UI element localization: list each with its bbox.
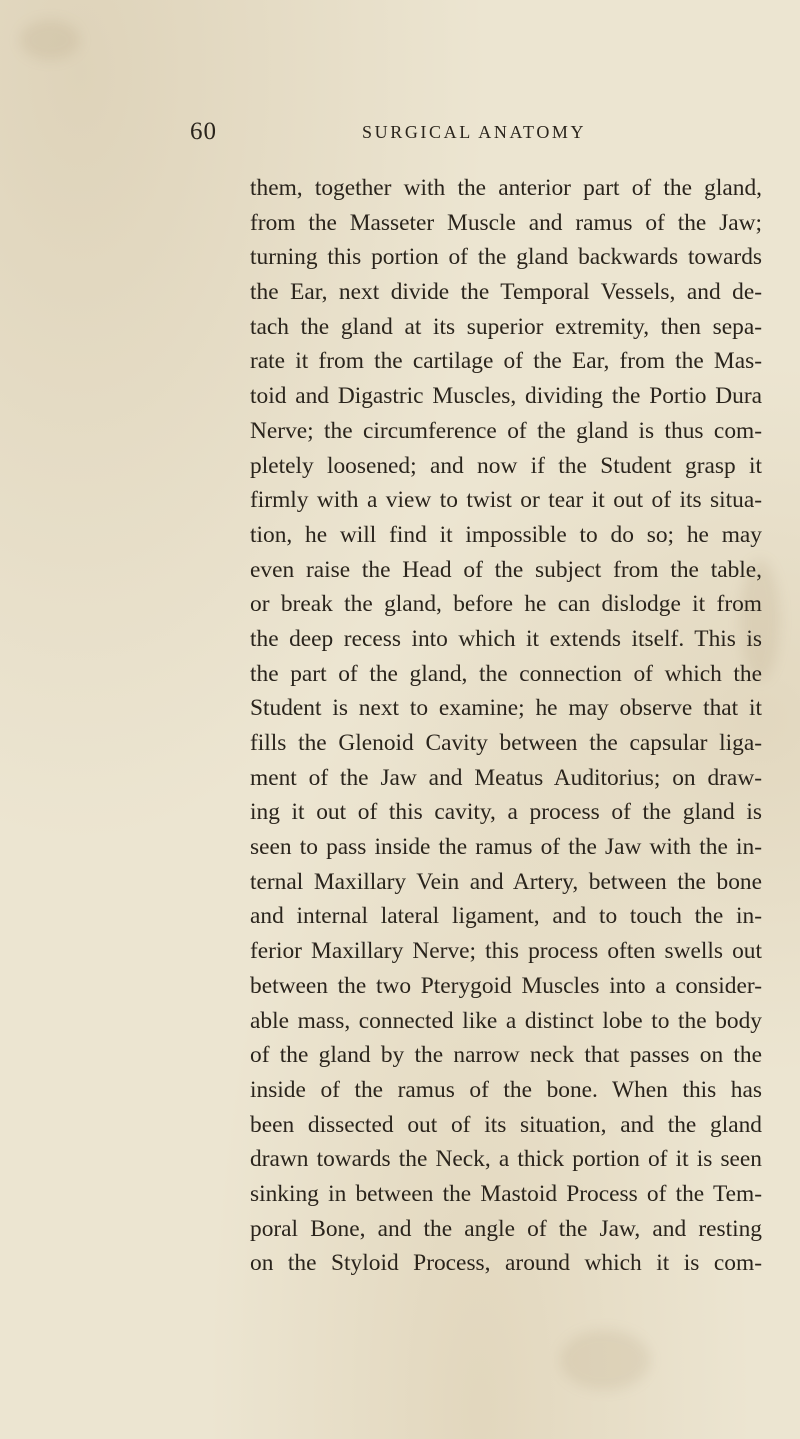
running-head: SURGICAL ANATOMY <box>362 122 587 142</box>
text-line: them, together with the anterior part of the gland, <box>250 175 762 201</box>
text-line: been dissected out of its situation, and the gland <box>250 1111 762 1138</box>
text-line: or break the gland, before he can dislodge it from <box>250 591 762 618</box>
text-line: Student is next to examine; he may observe that it <box>250 695 762 722</box>
text-line: sinking in between the Mastoid Process of the Tem- <box>250 1180 762 1207</box>
text-line: the part of the gland, the connection of which the <box>250 660 762 687</box>
text-line: inside of the ramus of the bone. When this has <box>250 1076 762 1103</box>
text-line: tach the gland at its superior extremity, then sepa- <box>250 313 762 340</box>
text-line: of the gland by the narrow neck that passes on the <box>250 1042 762 1069</box>
text-line: between the two Pterygoid Muscles into a consider- <box>250 972 762 999</box>
text-line: rate it from the cartilage of the Ear, from the Mas- <box>250 348 762 375</box>
text-line: poral Bone, and the angle of the Jaw, and resting <box>250 1215 762 1242</box>
page-number: 60 <box>190 118 217 145</box>
text-line: ment of the Jaw and Meatus Auditorius; on draw- <box>250 764 762 791</box>
text-line: and internal lateral ligament, and to touch the in- <box>250 903 762 930</box>
text-line: even raise the Head of the subject from the table, <box>250 556 762 583</box>
text-line: on the Styloid Process, around which it is com- <box>250 1250 762 1277</box>
paper-stain <box>560 1330 650 1390</box>
text-line: Nerve; the circumference of the gland is thus com- <box>250 417 762 444</box>
text-line: able mass, connected like a distinct lobe to the body <box>250 1007 762 1034</box>
text-line: seen to pass inside the ramus of the Jaw with the in- <box>250 834 762 861</box>
text-line: from the Masseter Muscle and ramus of the Jaw; <box>250 209 762 236</box>
body-text <box>250 171 762 1281</box>
text-line: ing it out of this cavity, a process of the gland is <box>250 799 762 826</box>
text-line: ferior Maxillary Nerve; this process often swells out <box>250 938 762 965</box>
text-line: toid and Digastric Muscles, dividing the Portio Dura <box>250 383 762 410</box>
text-line: fills the Glenoid Cavity between the capsular liga- <box>250 730 762 756</box>
paper-stain <box>20 20 80 60</box>
text-line: ternal Maxillary Vein and Artery, between the bone <box>250 868 762 895</box>
text-line: pletely loosened; and now if the Student grasp it <box>250 452 762 479</box>
text-line: the deep recess into which it extends itself. This is <box>250 625 762 652</box>
page-header <box>190 118 750 158</box>
text-line: firmly with a view to twist or tear it out of its situa- <box>250 487 762 514</box>
text-line: tion, he will find it impossible to do so; he may <box>250 521 762 548</box>
text-line: drawn towards the Neck, a thick portion of it is seen <box>250 1146 762 1173</box>
text-line: turning this portion of the gland backwards towards <box>250 244 762 271</box>
text-line: the Ear, next divide the Temporal Vessels, and de- <box>250 279 762 306</box>
